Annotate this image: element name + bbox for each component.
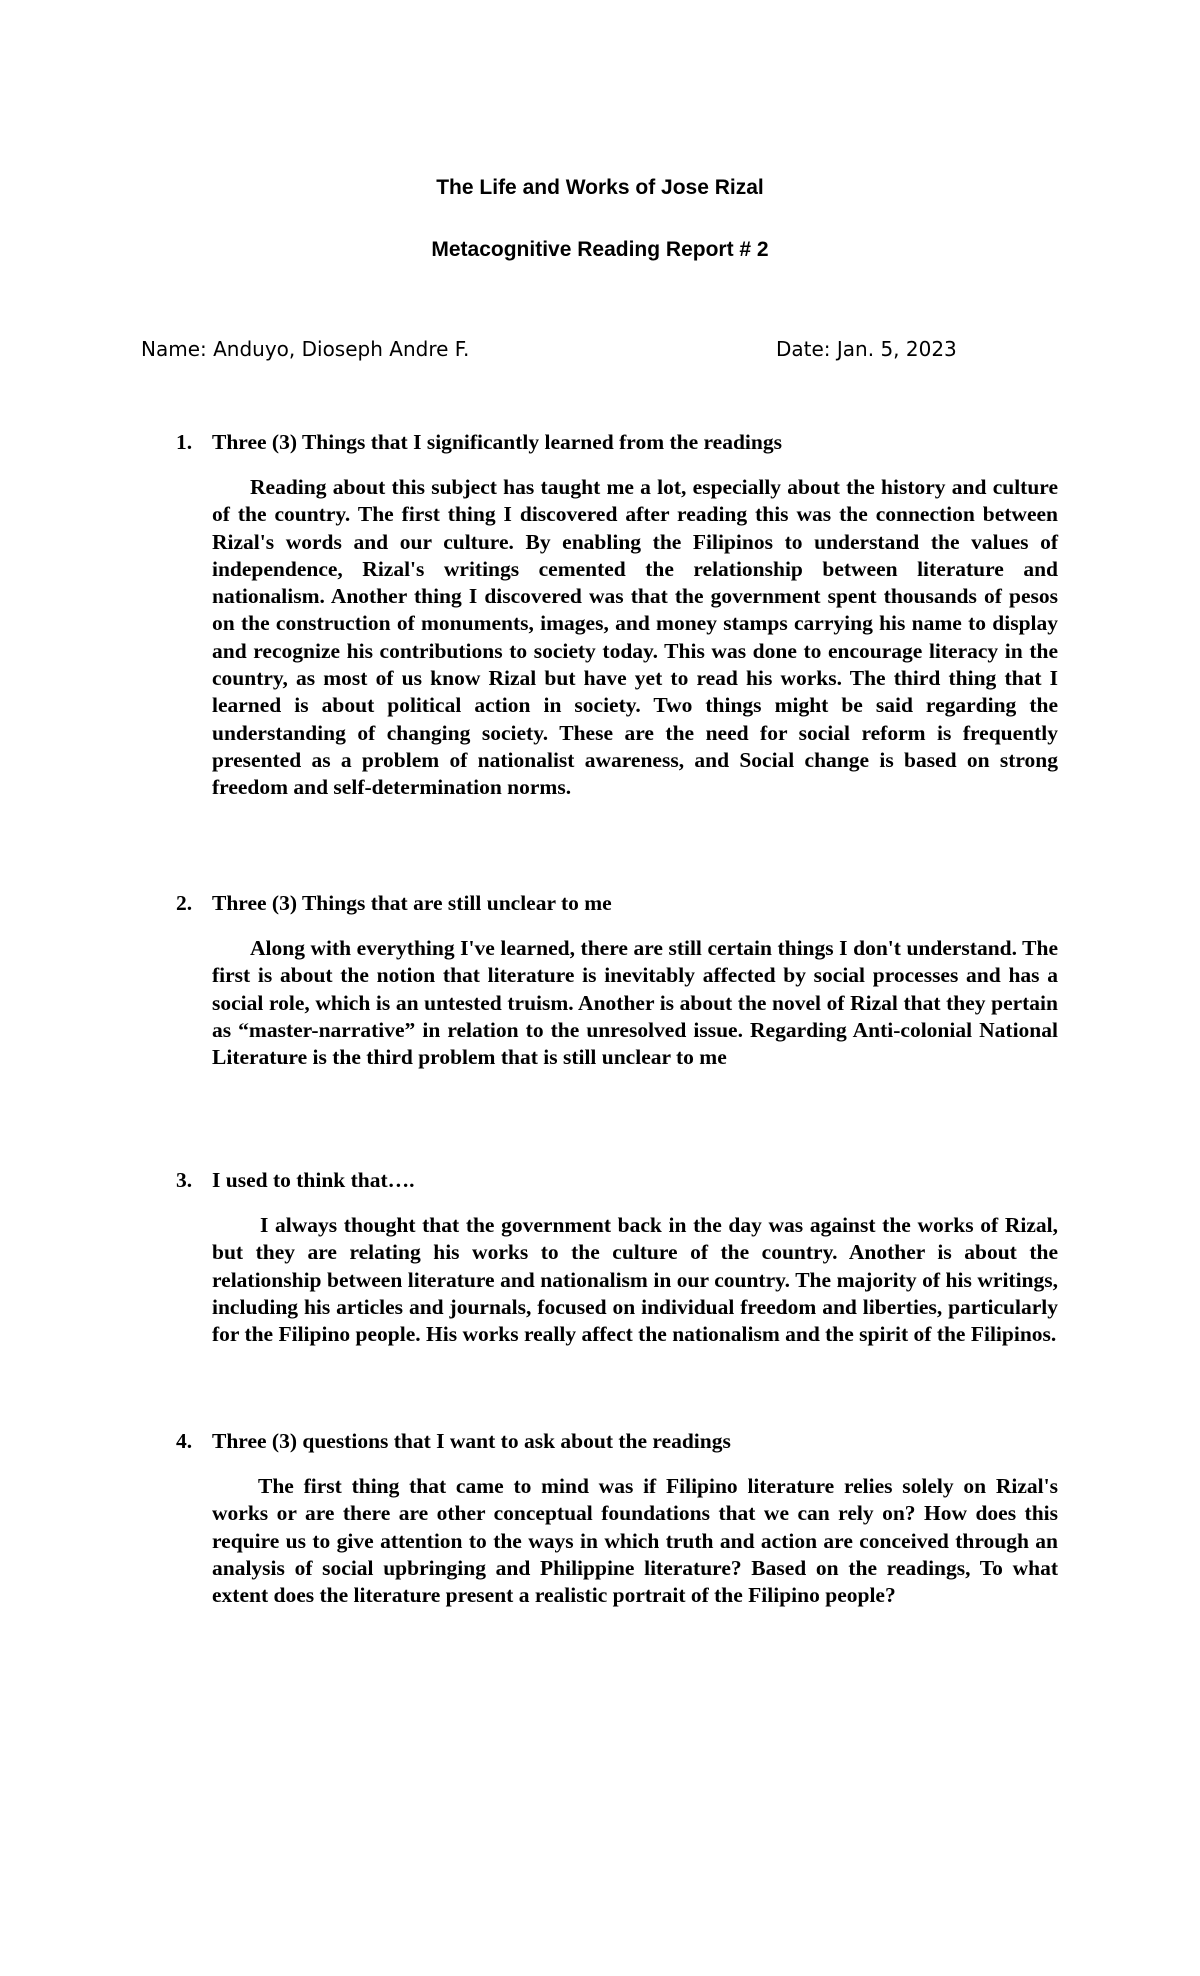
section-heading-text: Three (3) Things that are still unclear to me [212,891,612,915]
section-used-to-think [176,1166,1058,1348]
section-heading [176,428,1058,456]
section-body: I always thought that the government back in the day was against the works of Rizal, but they are relating his works to the culture of the country. Another is about the relationship between literature and nationalism in our country. The majority of his writings, including his articles and journals, focused on individual freedom and liberties, particularly for the Filipino people. His works really affect the nationalism and the spirit of the Filipinos. [212,1213,1058,1347]
document-title: The Life and Works of Jose Rizal [436,176,764,199]
section-heading-text: Three (3) questions that I want to ask about the readings [212,1429,731,1453]
section-questions [176,1427,1058,1609]
section-heading [176,889,1058,917]
section-learned [176,428,1058,802]
section-number: 3. [176,1168,193,1192]
section-heading-text: I used to think that…. [212,1168,415,1192]
section-body: Reading about this subject has taught me a lot, especially about the history and culture of the country. The first thing I discovered after reading this was the connection between Rizal's words and our culture. By enabling the Filipinos to understand the values of independence, Rizal's writings cemented the relationship between literature and nationalism. Another thing I discovered was that the government spent thousands of pesos on the construction of monuments, images, and money stamps carrying his name to display and recognize his contributions to society today. This was done to encourage literacy in the country, as most of us know Rizal but have yet to read his works. The third thing that I learned is about political action in society. Two things might be said regarding the understanding of changing society. These are the need for social reform is frequently presented as a problem of nationalist awareness, and Social change is based on strong freedom and self-determination norms. [212,475,1058,800]
section-heading [176,1166,1058,1194]
section-heading-text: Three (3) Things that I significantly learned from the readings [212,430,782,454]
report-date: Date: Jan. 5, 2023 [776,337,957,361]
student-name: Name: Anduyo, Dioseph Andre F. [141,337,470,361]
section-number: 2. [176,891,193,915]
section-heading [176,1427,1058,1455]
section-number: 1. [176,430,193,454]
section-unclear [176,889,1058,1071]
section-body: The first thing that came to mind was if Filipino literature relies solely on Rizal's works or are there are other conceptual foundations that we can rely on? How does this require us to give attention to the ways in which truth and action are conceived through an analysis of social upbringing and Philippine literature? Based on the readings, To what extent does the literature present a realistic portrait of the Filipino people? [212,1474,1058,1608]
section-body: Along with everything I've learned, there are still certain things I don't understand. The first is about the notion that literature is inevitably affected by social processes and has a social role, which is an untested truism. Another is about the novel of Rizal that they pertain as “master-narrative” in relation to the unresolved issue. Regarding Anti-colonial National Literature is the third problem that is still unclear to me [212,936,1058,1070]
section-number: 4. [176,1429,193,1453]
document-subtitle: Metacognitive Reading Report # 2 [431,238,769,261]
